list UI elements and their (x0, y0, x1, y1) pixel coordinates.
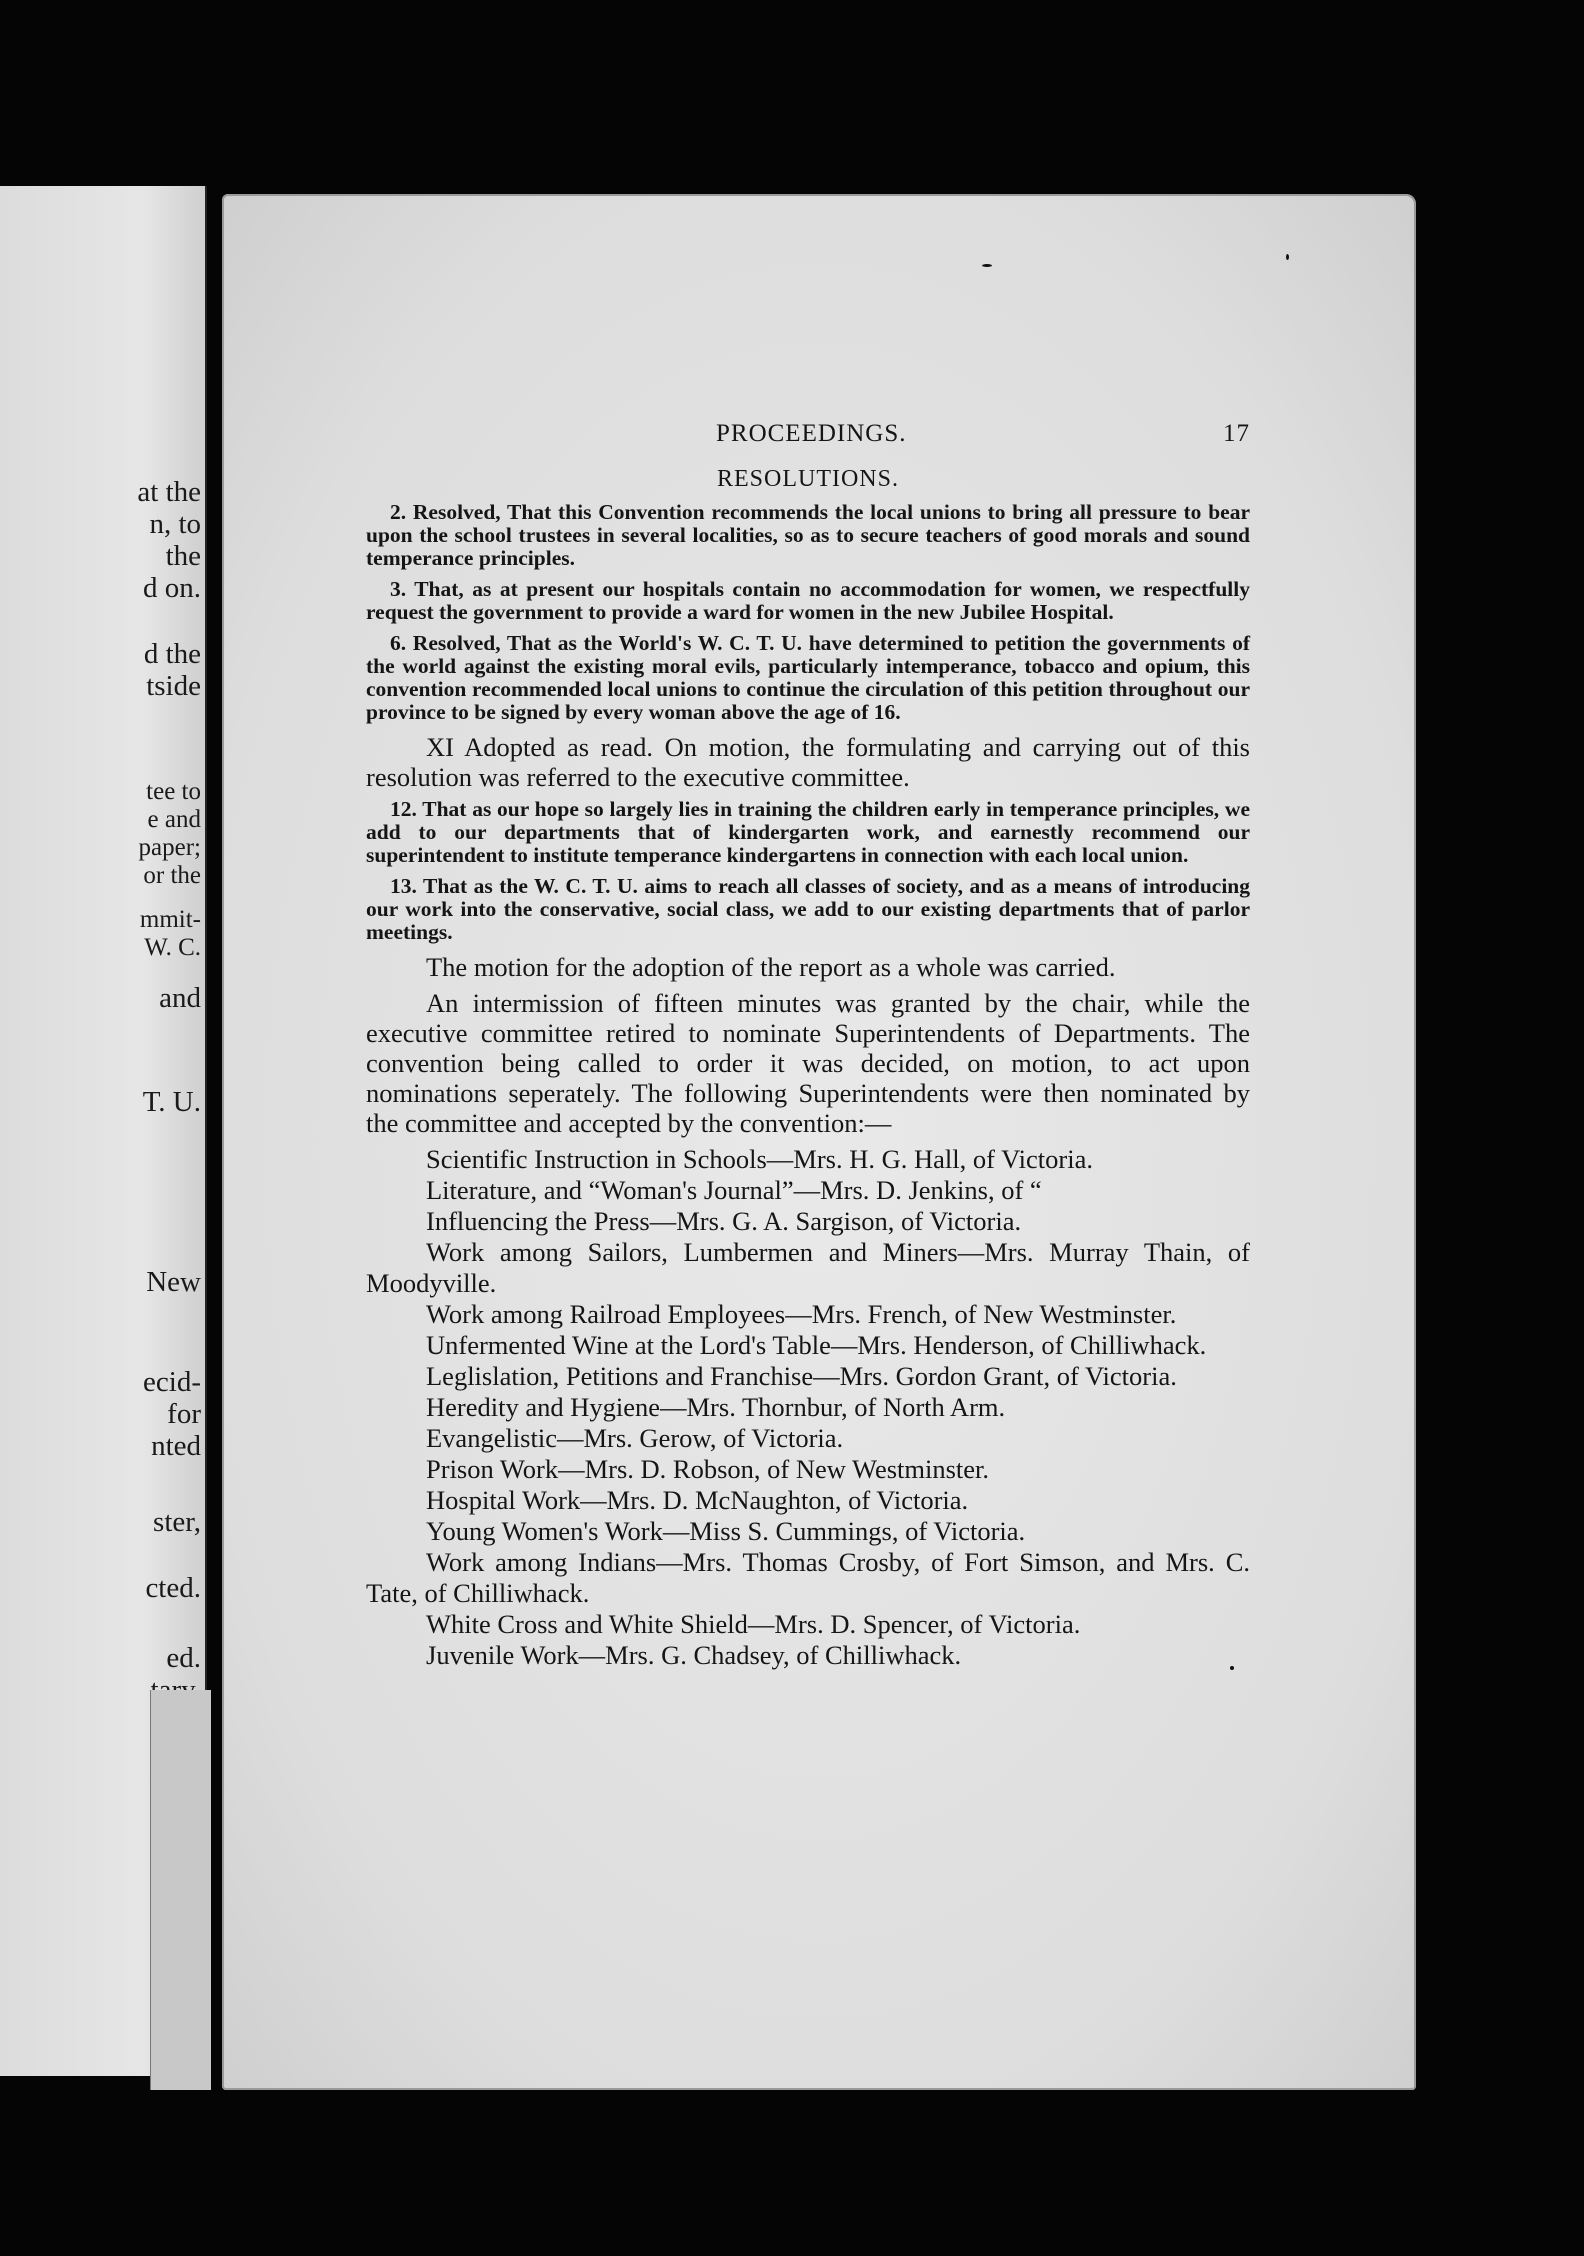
superintendent-entry: White Cross and White Shield—Mrs. D. Spencer, of Victoria. (426, 1609, 1081, 1639)
left-fragment: New (146, 1266, 201, 1298)
section-heading: RESOLUTIONS. (716, 466, 899, 492)
running-title: PROCEEDINGS. (716, 420, 907, 447)
superintendent-entry: Work among Sailors, Lumbermen and Miners—Mrs. Murray Thain, of Moodyville. (366, 1237, 1250, 1298)
intermission-paragraph: An intermission of fifteen minutes was granted by the chair, while the executive committee retired to nominate Superintendents of Departments. The convention being called to order it was decided, on motion, to act upon nominations seperately. The following Superintendents were then nominated by the committee and accepted by the convention:— (366, 988, 1250, 1138)
left-fragment: at the (137, 476, 201, 508)
left-fragment: nted (151, 1430, 201, 1462)
left-fragment: tee to (146, 778, 201, 805)
superintendent-entry: Heredity and Hygiene—Mrs. Thornbur, of North Arm. (426, 1392, 1006, 1422)
resolution-paragraph: 12. That as our hope so largely lies in training the children early in temperance principles, we add to our departments that of kindergarten work, and earnestly recommend our superintendent to institute temperance kindergartens in connection with each local union. (366, 797, 1250, 867)
resolution-paragraph: 2. Resolved, That this Convention recommends the local unions to bring all pressure to bear upon the school trustees in several localities, so as to secure teachers of good morals and sound temperance principles. (366, 500, 1250, 570)
left-fragment: d the (143, 638, 201, 670)
left-fragment: cted. (145, 1572, 201, 1604)
superintendent-entry: Work among Indians—Mrs. Thomas Crosby, of Fort Simson, and Mrs. C. Tate, of Chilliwhack. (366, 1547, 1250, 1608)
resolution-paragraph: 3. That, as at present our hospitals contain no accommodation for women, we respectfully request the government to provide a ward for women in the new Jubilee Hospital. (366, 577, 1250, 624)
paper-speck (982, 264, 992, 267)
left-fragment: ster, (153, 1506, 201, 1538)
left-fragment: the (165, 540, 201, 572)
paper-speck (1286, 254, 1289, 260)
superintendent-entry: Leglislation, Petitions and Franchise—Mrs. Gordon Grant, of Victoria. (426, 1361, 1177, 1391)
left-fragment: T. U. (142, 1086, 201, 1118)
page-number: 17 (1223, 420, 1250, 447)
superintendent-entry: Prison Work—Mrs. D. Robson, of New Westminster. (426, 1454, 990, 1484)
running-head (366, 420, 1250, 460)
superintendent-entry: Literature, and “Woman's Journal”—Mrs. D. Jenkins, of “ (426, 1175, 1042, 1205)
left-fragment: e and (147, 806, 201, 833)
left-fragment: n, to (149, 508, 201, 540)
superintendent-list (366, 1144, 1250, 1671)
left-fragment: d on. (143, 572, 201, 604)
adopted-note: XI Adopted as read. On motion, the formulating and carrying out of this resolution was referred to the executive committee. (366, 732, 1250, 792)
superintendent-entry: Hospital Work—Mrs. D. McNaughton, of Victoria. (426, 1485, 969, 1515)
superintendent-entry: Influencing the Press—Mrs. G. A. Sargison, of Victoria. (426, 1206, 1022, 1236)
page-stack-edge (150, 1690, 211, 2090)
left-fragment: ecid- (143, 1366, 201, 1398)
superintendent-entry: Unfermented Wine at the Lord's Table—Mrs. Henderson, of Chilliwhack. (426, 1330, 1207, 1360)
page-text-block (366, 420, 1250, 1671)
superintendent-entry: Scientific Instruction in Schools—Mrs. H. G. Hall, of Victoria. (426, 1144, 1093, 1174)
left-fragment: for (167, 1398, 201, 1430)
superintendent-entry: Evangelistic—Mrs. Gerow, of Victoria. (426, 1423, 844, 1453)
superintendent-entry: Juvenile Work—Mrs. G. Chadsey, of Chilliwhack. (426, 1640, 962, 1670)
left-fragment: ed. (166, 1642, 201, 1674)
left-fragment: and (159, 982, 201, 1014)
superintendent-entry: Young Women's Work—Miss S. Cummings, of Victoria. (426, 1516, 1026, 1546)
resolution-paragraph: 6. Resolved, That as the World's W. C. T. U. have determined to petition the governments of the world against the existing moral evils, particularly intemperance, tobacco and opium, this convention recommended local unions to continue the circulation of this petition throughout our province to be signed by every woman above the age of 16. (366, 631, 1250, 724)
resolution-paragraph: 13. That as the W. C. T. U. aims to reach all classes of society, and as a means of introducing our work into the conservative, social class, we add to our existing departments that of parlor meetings. (366, 874, 1250, 944)
left-fragment: tside (146, 670, 201, 702)
left-fragment: mmit- (139, 906, 201, 933)
left-fragment: or the (143, 862, 201, 889)
superintendent-entry: Work among Railroad Employees—Mrs. French, of New Westminster. (426, 1299, 1177, 1329)
motion-paragraph: The motion for the adoption of the report as a whole was carried. (426, 952, 1116, 982)
left-fragment: W. C. (144, 934, 201, 961)
left-fragment: paper; (138, 834, 201, 861)
